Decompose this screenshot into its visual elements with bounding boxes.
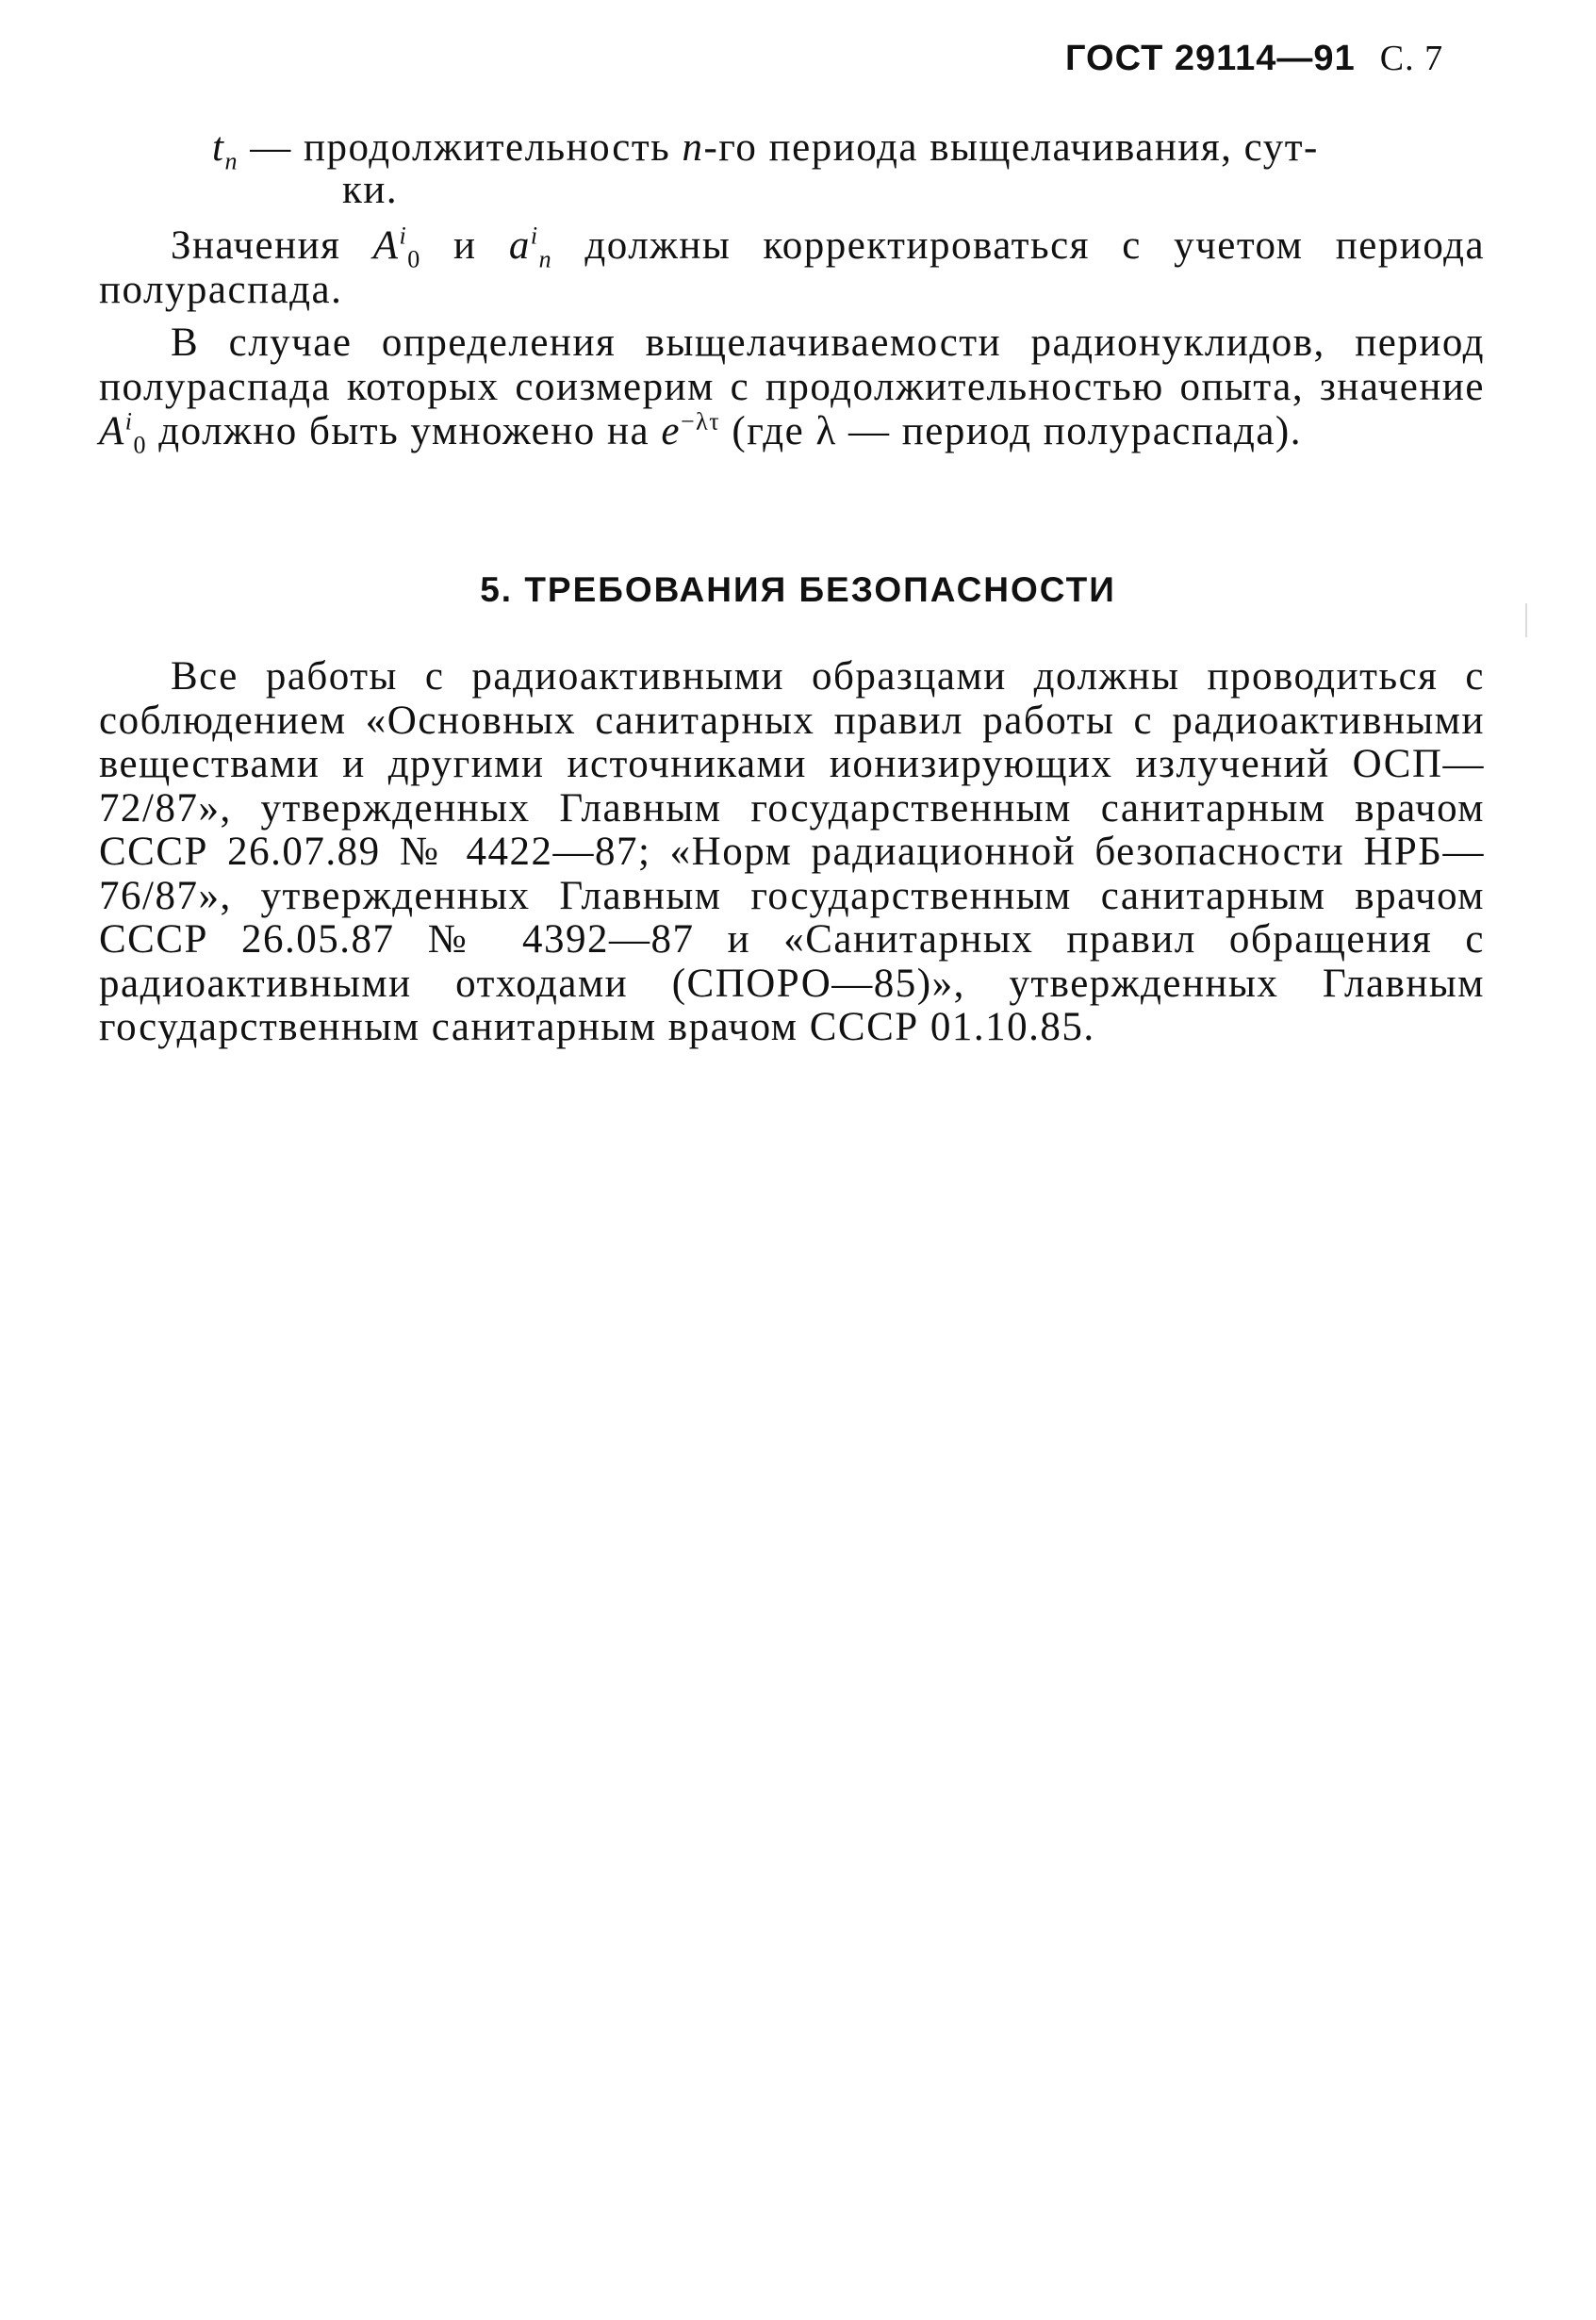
para1-text-1: Значения — [171, 223, 341, 268]
definition-variable: n — [682, 125, 704, 170]
definition-dash: — — [250, 125, 292, 170]
paragraph-correction — [99, 223, 1485, 312]
para1-text-3: должны корректироваться с учетом периода полураспада. — [99, 223, 1486, 312]
paragraph-half-life — [99, 321, 1485, 459]
para2-text-1: В случае определения выщелачиваемости радионуклидов, период полураспада которых соизмерим с продолжительностью опыта, значение — [99, 321, 1485, 409]
definition-line — [212, 125, 1319, 175]
safety-paragraph: Все работы с радиоактивными образцами должны проводиться с соблюдением «Основных санитарных правил работы с радиоактивными веществами и другими источниками ионизирующих излучений ОСП—72/87», утвержденных Главным государственным санитарным врачом СССР 26.07.89 № 4422—87; «Норм радиационной безопасности НРБ—76/87», утвержденных Главным государственным санитарным врачом СССР 26.05.87 № 4392—87 и «Санитарных правил обращения с радиоактивными отходами (СПОРО—85)», утвержденных Главным государственным санитарным врачом СССР 01.10.85. — [99, 654, 1485, 1049]
variable-definition — [170, 125, 1480, 220]
standard-number: ГОСТ 29114—91 — [1065, 39, 1356, 78]
section-title: 5. ТРЕБОВАНИЯ БЕЗОПАСНОСТИ — [480, 570, 1116, 609]
page-number: С. 7 — [1379, 39, 1444, 78]
para2-exp-power: −λτ — [680, 407, 721, 436]
scan-edge-mark — [1525, 603, 1527, 637]
para1-var-an: a — [508, 223, 531, 268]
para2-exp-base: e — [661, 409, 681, 453]
para1-var-an-sup: i — [530, 222, 539, 250]
para1-text-2: и — [453, 223, 477, 268]
para2-text-3: (где λ — период полураспада). — [732, 409, 1303, 453]
para2-var-a0-sub: 0 — [133, 431, 148, 459]
para2-var-a0: A — [99, 409, 125, 453]
para1-var-an-sub: n — [538, 245, 553, 273]
para1-var-a0: A — [372, 223, 400, 268]
definition-continuation: ки. — [342, 168, 399, 212]
page-header — [1065, 38, 1489, 79]
para1-var-a0-sub: 0 — [407, 245, 421, 273]
definition-text-before: продолжительность — [303, 125, 671, 170]
para1-var-a0-sup: i — [399, 222, 408, 250]
para2-var-a0-sup: i — [124, 407, 134, 436]
para2-text-2: должно быть умножено на — [158, 409, 650, 453]
definition-symbol-subscript: n — [224, 147, 239, 175]
definition-text-after: -го периода выщелачивания, сут- — [703, 125, 1319, 170]
definition-symbol: t — [212, 125, 225, 170]
